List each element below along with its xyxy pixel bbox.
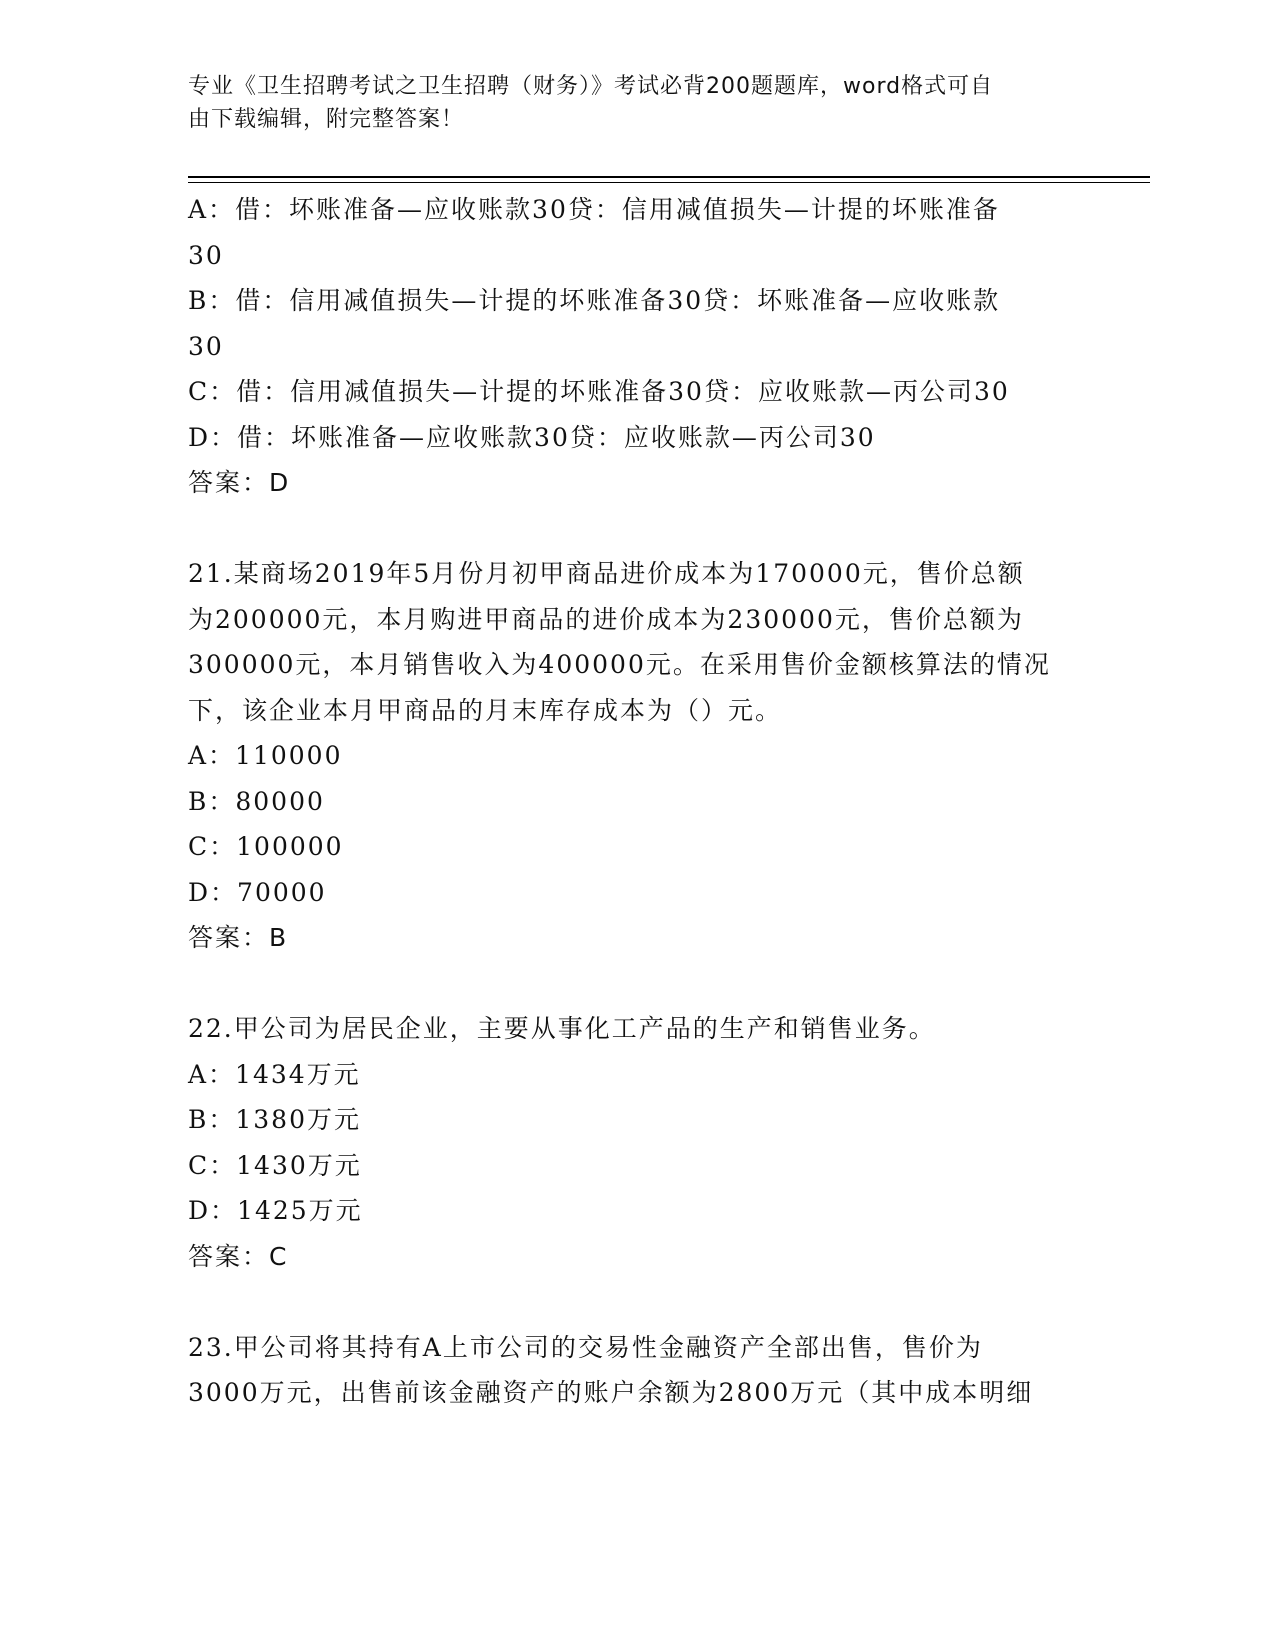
option-c: C：1430万元 xyxy=(188,1150,362,1180)
option-d: D：借：坏账准备—应收账款30贷：应收账款—丙公司30 xyxy=(188,422,876,452)
question-21 xyxy=(188,551,1088,961)
option-a: A：1434万元 xyxy=(188,1059,361,1089)
answer: 答案：C xyxy=(188,1241,289,1271)
question-stem-line: 300000元，本月销售收入为400000元。在采用售价金额核算法的情况 xyxy=(188,650,1051,679)
header-line-2: 由下载编辑，附完整答案！ xyxy=(188,107,465,132)
question-stem-line: 为200000元，本月购进甲商品的进价成本为230000元，售价总额为 xyxy=(188,604,1024,634)
question-stem-line: 21.某商场2019年5月份月初甲商品进价成本为170000元，售价总额 xyxy=(188,559,1025,588)
option-b: B：80000 xyxy=(188,786,325,816)
option-c: C：借：信用减值损失—计提的坏账准备30贷：应收账款—丙公司30 xyxy=(188,377,1010,406)
question-stem-line: 下，该企业本月甲商品的月末库存成本为（）元。 xyxy=(188,695,783,725)
question-23 xyxy=(188,1325,1088,1416)
document-body xyxy=(188,187,1088,1416)
option-a-line-1: A：借：坏账准备—应收账款30贷：信用减值损失—计提的坏账准备 xyxy=(188,195,1000,224)
answer: 答案：B xyxy=(188,923,289,952)
option-b-line-2: 30 xyxy=(188,331,224,361)
option-d: D：70000 xyxy=(188,877,327,907)
header-line-1: 专业《卫生招聘考试之卫生招聘（财务）》考试必背200题题库，word格式可自 xyxy=(188,74,994,99)
header-divider-thin xyxy=(188,182,1150,183)
question-stem-line: 23.甲公司将其持有A上市公司的交易性金融资产全部出售，售价为 xyxy=(188,1332,983,1362)
question-gap xyxy=(188,506,1088,552)
header-divider-thick xyxy=(188,176,1150,178)
option-b: B：1380万元 xyxy=(188,1105,361,1134)
answer: 答案：D xyxy=(188,468,291,497)
option-c: C：100000 xyxy=(188,832,344,861)
option-a-line-2: 30 xyxy=(188,240,224,270)
question-22 xyxy=(188,1006,1088,1279)
question-gap xyxy=(188,1279,1088,1325)
question-stem-line: 22.甲公司为居民企业，主要从事化工产品的生产和销售业务。 xyxy=(188,1014,936,1043)
question-gap xyxy=(188,961,1088,1007)
option-b-line-1: B：借：信用减值损失—计提的坏账准备30贷：坏账准备—应收账款 xyxy=(188,286,1001,315)
option-d: D：1425万元 xyxy=(188,1196,363,1225)
option-a: A：110000 xyxy=(188,741,343,770)
question-stem-line: 3000万元，出售前该金融资产的账户余额为2800万元（其中成本明细 xyxy=(188,1378,1034,1407)
question-20-options xyxy=(188,187,1088,506)
document-header xyxy=(188,70,1068,136)
